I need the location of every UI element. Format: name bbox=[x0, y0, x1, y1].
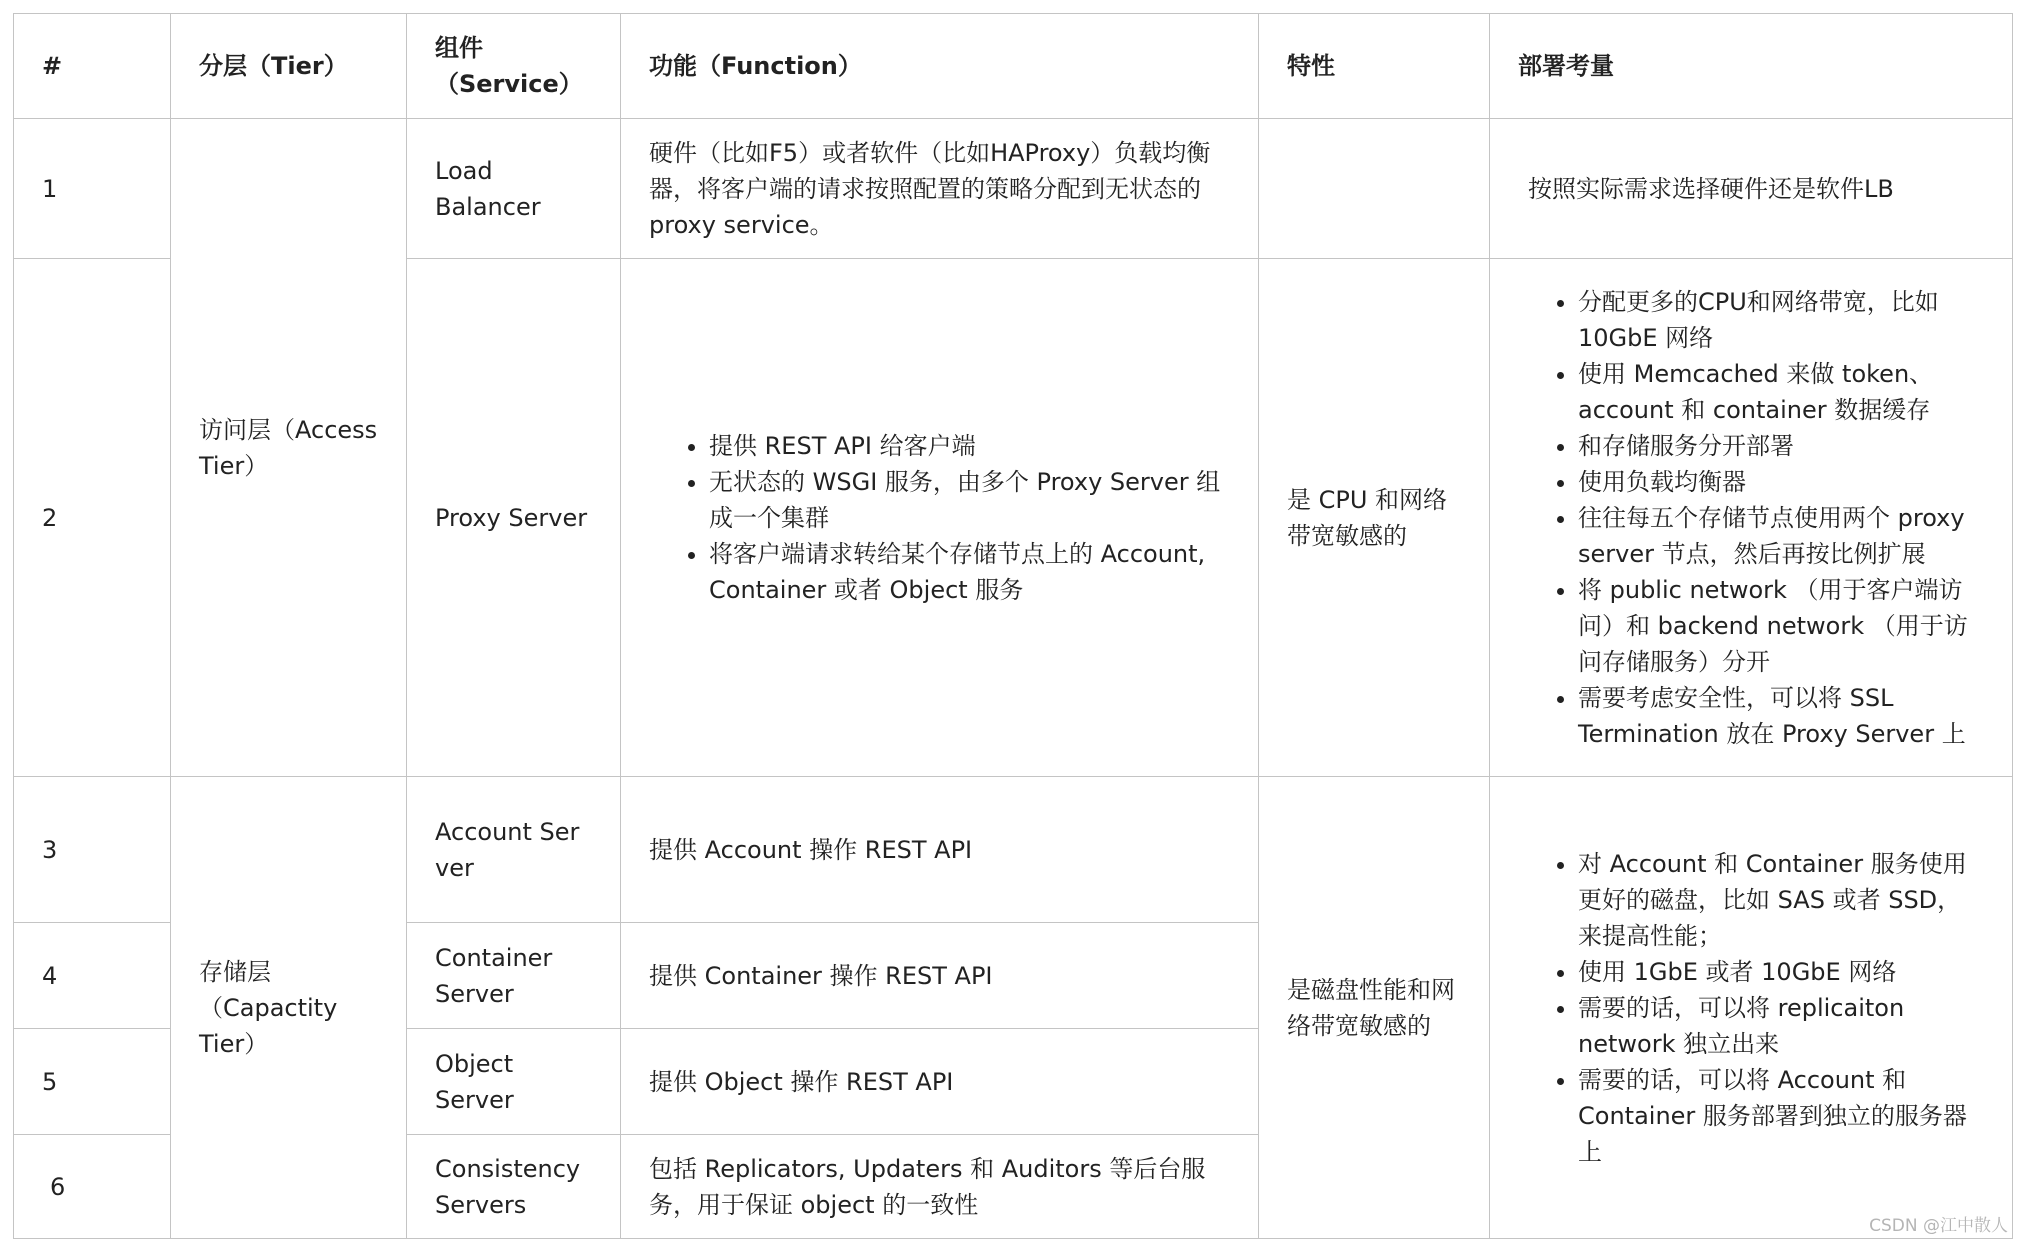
header-function: 功能（Function） bbox=[621, 14, 1259, 119]
feature-cell: 是 CPU 和网络带宽敏感的 bbox=[1259, 259, 1490, 777]
tier-capacity: 存储层（Capactity Tier） bbox=[171, 777, 407, 1239]
table-row bbox=[14, 119, 2013, 259]
tier-access: 访问层（Access Tier） bbox=[171, 119, 407, 777]
row-number: 2 bbox=[14, 259, 171, 777]
function-cell: 提供 Container 操作 REST API bbox=[621, 923, 1259, 1029]
deploy-cell bbox=[1490, 777, 2013, 1239]
table-row bbox=[14, 777, 2013, 923]
function-cell: 包括 Replicators, Updaters 和 Auditors 等后台服务，用于保证 object 的一致性 bbox=[621, 1135, 1259, 1239]
row-number: 1 bbox=[14, 119, 171, 259]
deploy-cell: 按照实际需求选择硬件还是软件LB bbox=[1490, 119, 2013, 259]
service-cell: Proxy Server bbox=[407, 259, 621, 777]
list-item: • 分配更多的CPU和网络带宽，比如 10GbE 网络 bbox=[1578, 284, 1984, 356]
header-tier: 分层（Tier） bbox=[171, 14, 407, 119]
list-item: • 需要的话，可以将 replicaiton network 独立出来 bbox=[1578, 990, 1984, 1062]
table-header-row bbox=[14, 14, 2013, 119]
function-cell: 硬件（比如F5）或者软件（比如HAProxy）负载均衡器，将客户端的请求按照配置的策略分配到无状态的 proxy service。 bbox=[621, 119, 1259, 259]
service-cell: Account Ser ver bbox=[407, 777, 621, 923]
list-item: • 往往每五个存储节点使用两个 proxy server 节点，然后再按比例扩展 bbox=[1578, 500, 1984, 572]
feature-cell-empty bbox=[1259, 119, 1490, 259]
list-item: • 将客户端请求转给某个存储节点上的 Account, Container 或者 Object 服务 bbox=[709, 536, 1230, 608]
function-cell: 提供 Object 操作 REST API bbox=[621, 1029, 1259, 1135]
header-number: # bbox=[14, 14, 171, 119]
list-item: • 需要考虑安全性，可以将 SSL Termination 放在 Proxy Server 上 bbox=[1578, 680, 1984, 752]
header-deploy: 部署考量 bbox=[1490, 14, 2013, 119]
list-item: • 使用 Memcached 来做 token、account 和 container 数据缓存 bbox=[1578, 356, 1984, 428]
function-cell bbox=[621, 259, 1259, 777]
feature-cell: 是磁盘性能和网络带宽敏感的 bbox=[1259, 777, 1490, 1239]
list-item: • 对 Account 和 Container 服务使用更好的磁盘，比如 SAS 或者 SSD，来提高性能； bbox=[1578, 846, 1984, 954]
list-item: • 提供 REST API 给客户端 bbox=[709, 428, 1230, 464]
deploy-list bbox=[1518, 284, 1984, 752]
list-item: • 使用负载均衡器 bbox=[1578, 464, 1984, 500]
header-feature: 特性 bbox=[1259, 14, 1490, 119]
list-item: • 和存储服务分开部署 bbox=[1578, 428, 1984, 464]
row-number: 3 bbox=[14, 777, 171, 923]
service-cell: Container Server bbox=[407, 923, 621, 1029]
list-item: • 使用 1GbE 或者 10GbE 网络 bbox=[1578, 954, 1984, 990]
row-number: 5 bbox=[14, 1029, 171, 1135]
deploy-cell bbox=[1490, 259, 2013, 777]
header-service: 组件 （Service） bbox=[407, 14, 621, 119]
list-item: • 需要的话，可以将 Account 和 Container 服务部署到独立的服务器上 bbox=[1578, 1062, 1984, 1170]
list-item: • 无状态的 WSGI 服务，由多个 Proxy Server 组成一个集群 bbox=[709, 464, 1230, 536]
function-cell: 提供 Account 操作 REST API bbox=[621, 777, 1259, 923]
row-number: 6 bbox=[14, 1135, 171, 1239]
list-item: • 将 public network （用于客户端访问）和 backend network （用于访问存储服务）分开 bbox=[1578, 572, 1984, 680]
function-list bbox=[649, 428, 1230, 608]
architecture-table bbox=[13, 13, 2013, 1239]
service-cell: Object Server bbox=[407, 1029, 621, 1135]
deploy-list bbox=[1518, 846, 1984, 1170]
service-cell: Consistency Servers bbox=[407, 1135, 621, 1239]
watermark: CSDN @江中散人 bbox=[1869, 1216, 2008, 1236]
service-cell: Load Balancer bbox=[407, 119, 621, 259]
row-number: 4 bbox=[14, 923, 171, 1029]
